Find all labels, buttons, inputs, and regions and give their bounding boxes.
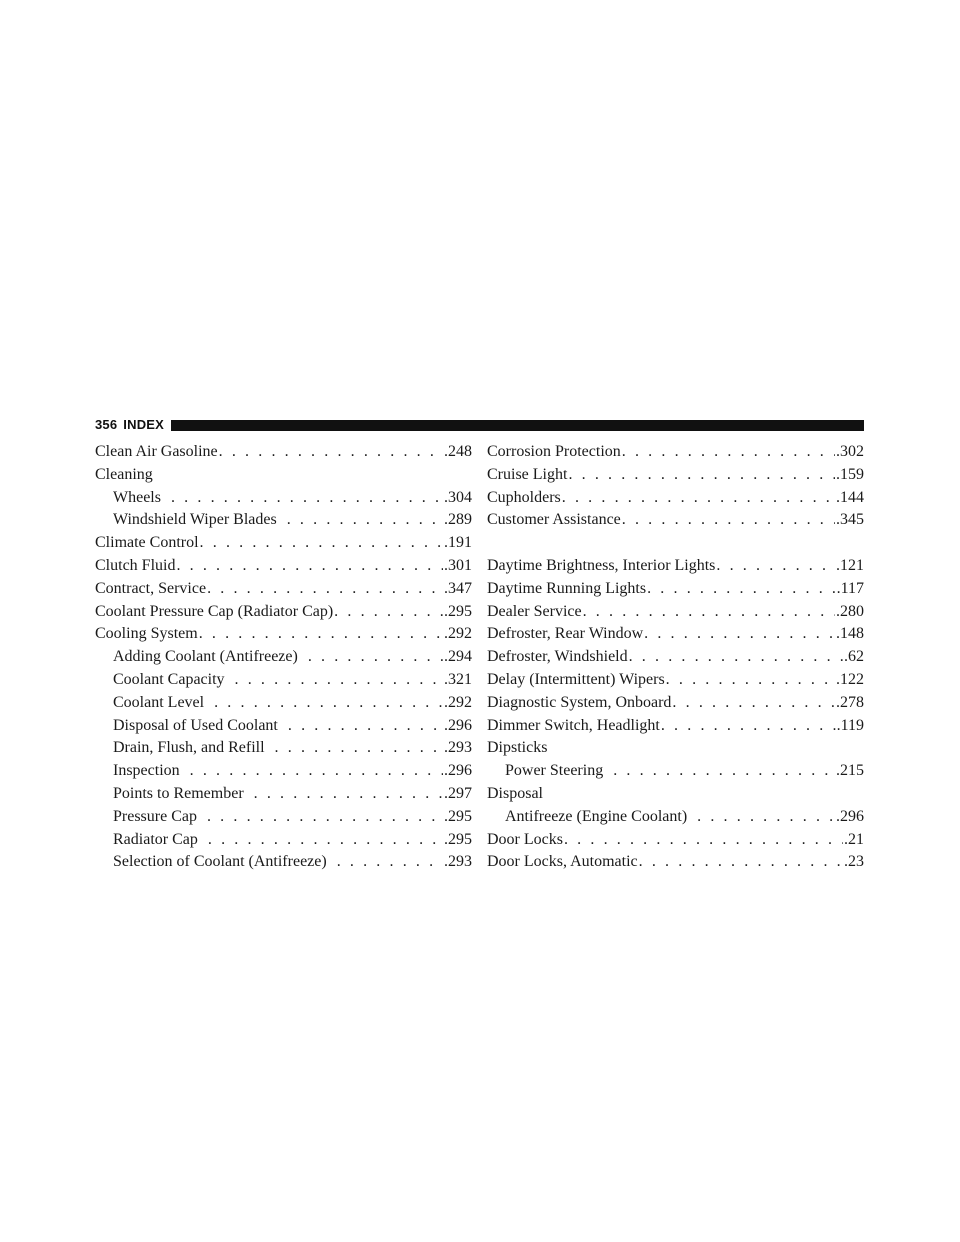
index-entry xyxy=(487,692,864,715)
index-term: Clean Air Gasoline xyxy=(95,443,218,460)
dot-leader xyxy=(644,623,835,646)
index-term: Cruise Light xyxy=(487,465,568,483)
index-entry xyxy=(95,464,472,487)
dot-leader xyxy=(661,715,836,738)
dot-leader xyxy=(629,646,843,669)
index-subentry xyxy=(95,715,472,738)
index-page-number: . 159 xyxy=(836,464,864,487)
index-entry xyxy=(487,601,864,624)
dot-leader xyxy=(208,829,443,852)
dot-leader xyxy=(639,851,843,874)
index-entry xyxy=(95,532,472,555)
dot-leader xyxy=(568,464,835,487)
index-term: Dimmer Switch, Headlight xyxy=(487,716,660,734)
index-page-number: . 62 xyxy=(844,646,864,669)
dot-leader xyxy=(287,509,443,532)
index-term: Dealer Service xyxy=(487,602,582,620)
index-page-number: . 347 xyxy=(444,578,472,601)
index-subentry xyxy=(95,783,472,806)
dot-leader xyxy=(308,646,443,669)
index-page-number: . 295 xyxy=(444,806,472,829)
index-page-number: . 304 xyxy=(444,487,472,510)
index-term: Antifreeze (Engine Coolant) xyxy=(505,807,688,825)
index-term: Cupholders xyxy=(487,488,561,506)
index-subentry xyxy=(95,737,472,760)
index-term: Selection of Coolant (Antifreeze) xyxy=(113,853,327,871)
index-subentry xyxy=(95,806,472,829)
index-entry xyxy=(95,555,472,578)
index-subentry xyxy=(95,669,472,692)
index-term: Coolant Level xyxy=(113,693,205,711)
index-page-number: . 345 xyxy=(836,509,864,532)
index-term: Delay (Intermittent) Wipers xyxy=(487,670,665,688)
section-title: INDEX xyxy=(123,417,165,432)
index-page-number: . 301 xyxy=(444,555,472,578)
dot-leader xyxy=(219,441,443,464)
dot-leader xyxy=(190,760,443,783)
dot-leader xyxy=(622,441,835,464)
index-page-number: . 148 xyxy=(836,623,864,646)
index-subentry xyxy=(487,806,864,829)
dot-leader xyxy=(666,669,835,692)
index-page-number: . 293 xyxy=(444,851,472,874)
index-term: Cooling System xyxy=(95,625,198,643)
index-column-left xyxy=(95,441,472,874)
dot-leader xyxy=(697,806,835,829)
index-term: Disposal of Used Coolant xyxy=(113,716,278,734)
index-entry xyxy=(95,441,472,464)
page-header xyxy=(95,418,864,432)
dot-leader xyxy=(214,692,443,715)
index-entry xyxy=(95,601,472,624)
dot-leader xyxy=(647,578,835,601)
index-entry xyxy=(487,646,864,669)
index-term: Power Steering xyxy=(505,762,604,780)
index-page-number: . 248 xyxy=(444,441,472,464)
index-entry xyxy=(487,715,864,738)
dot-leader xyxy=(564,829,843,852)
index-subentry xyxy=(95,760,472,783)
index-page-number: . 296 xyxy=(444,760,472,783)
index-entry xyxy=(487,441,864,464)
dot-leader xyxy=(716,555,835,578)
index-term: Inspection xyxy=(113,762,180,780)
dot-leader xyxy=(176,555,443,578)
index-page-number: . 121 xyxy=(836,555,864,578)
index-page-number: . 23 xyxy=(844,851,864,874)
index-term: Wheels xyxy=(113,488,161,506)
index-entry xyxy=(487,783,864,806)
index-subentry xyxy=(95,829,472,852)
index-term: Radiator Cap xyxy=(113,830,198,848)
dot-leader xyxy=(288,715,443,738)
index-page-number: . 191 xyxy=(444,532,472,555)
index-term: Defroster, Windshield xyxy=(487,648,628,666)
index-subentry xyxy=(95,692,472,715)
index-entry xyxy=(487,829,864,852)
index-page-number: . 292 xyxy=(444,692,472,715)
dot-leader xyxy=(235,669,443,692)
index-term: Coolant Pressure Cap (Radiator Cap) xyxy=(95,602,334,620)
index-subentry xyxy=(95,851,472,874)
index-term: Corrosion Protection xyxy=(487,443,621,460)
index-term: Daytime Brightness, Interior Lights xyxy=(487,556,716,574)
dot-leader xyxy=(207,578,443,601)
header-rule xyxy=(171,420,864,431)
dot-leader xyxy=(334,601,443,624)
dot-leader xyxy=(337,851,443,874)
index-entry xyxy=(487,851,864,874)
index-term: Customer Assistance xyxy=(487,511,621,529)
index-subentry xyxy=(95,509,472,532)
index-entry xyxy=(487,487,864,510)
index-term: Diagnostic System, Onboard xyxy=(487,693,672,711)
index-entry xyxy=(95,623,472,646)
index-page-number: . 295 xyxy=(444,829,472,852)
index-entry xyxy=(95,578,472,601)
dot-leader xyxy=(275,737,443,760)
index-term: Cleaning xyxy=(95,465,153,483)
index-page-number: . 278 xyxy=(836,692,864,715)
dot-leader xyxy=(200,532,443,555)
index-page-number: . 302 xyxy=(836,441,864,464)
index-term: Clutch Fluid xyxy=(95,556,176,574)
dot-leader xyxy=(171,487,443,510)
index-term: Door Locks xyxy=(487,830,563,848)
index-term: Drain, Flush, and Refill xyxy=(113,739,265,757)
index-subentry xyxy=(95,487,472,510)
index-entry xyxy=(487,464,864,487)
index-page-number: . 280 xyxy=(836,601,864,624)
index-term: Daytime Running Lights xyxy=(487,579,647,597)
index-entry xyxy=(487,623,864,646)
dot-leader xyxy=(583,601,835,624)
index-term: Disposal xyxy=(487,784,543,802)
index-entry xyxy=(487,669,864,692)
index-entry xyxy=(487,737,864,760)
index-term: Windshield Wiper Blades xyxy=(113,511,277,529)
index-page-number: . 21 xyxy=(844,829,864,852)
index-page-number: . 296 xyxy=(444,715,472,738)
index-term: Dipsticks xyxy=(487,739,548,757)
index-term: Climate Control xyxy=(95,534,199,552)
page-number: 356 xyxy=(95,417,118,432)
index-page-number: . 297 xyxy=(444,783,472,806)
index-page-number: . 292 xyxy=(444,623,472,646)
dot-leader xyxy=(199,623,443,646)
index-page-number: . 293 xyxy=(444,737,472,760)
index-page-number: . 144 xyxy=(836,487,864,510)
index-page-number: . 119 xyxy=(837,715,864,738)
index-subentry xyxy=(95,646,472,669)
dot-leader xyxy=(613,760,835,783)
index-entry xyxy=(487,509,864,532)
index-subentry xyxy=(487,760,864,783)
index-term: Coolant Capacity xyxy=(113,670,225,688)
index-page-number: . 215 xyxy=(836,760,864,783)
index-page-number: . 321 xyxy=(444,669,472,692)
index-term: Points to Remember xyxy=(113,784,244,802)
index-page-number: . 122 xyxy=(836,669,864,692)
index-term: Contract, Service xyxy=(95,579,207,597)
dot-leader xyxy=(254,783,443,806)
dot-leader xyxy=(207,806,443,829)
index-term: Door Locks, Automatic xyxy=(487,853,638,871)
index-entry xyxy=(487,555,864,578)
index-page-number: . 294 xyxy=(444,646,472,669)
index-entry xyxy=(487,578,864,601)
index-page-number: . 295 xyxy=(444,601,472,624)
index-term: Adding Coolant (Antifreeze) xyxy=(113,648,298,666)
index-term: Pressure Cap xyxy=(113,807,197,825)
dot-leader xyxy=(622,509,835,532)
index-page-number: . 117 xyxy=(837,578,864,601)
index-page-number: . 289 xyxy=(444,509,472,532)
index-page-number: . 296 xyxy=(836,806,864,829)
index-column-right xyxy=(487,441,864,874)
index-term: Defroster, Rear Window xyxy=(487,625,644,643)
dot-leader xyxy=(672,692,835,715)
dot-leader xyxy=(562,487,835,510)
